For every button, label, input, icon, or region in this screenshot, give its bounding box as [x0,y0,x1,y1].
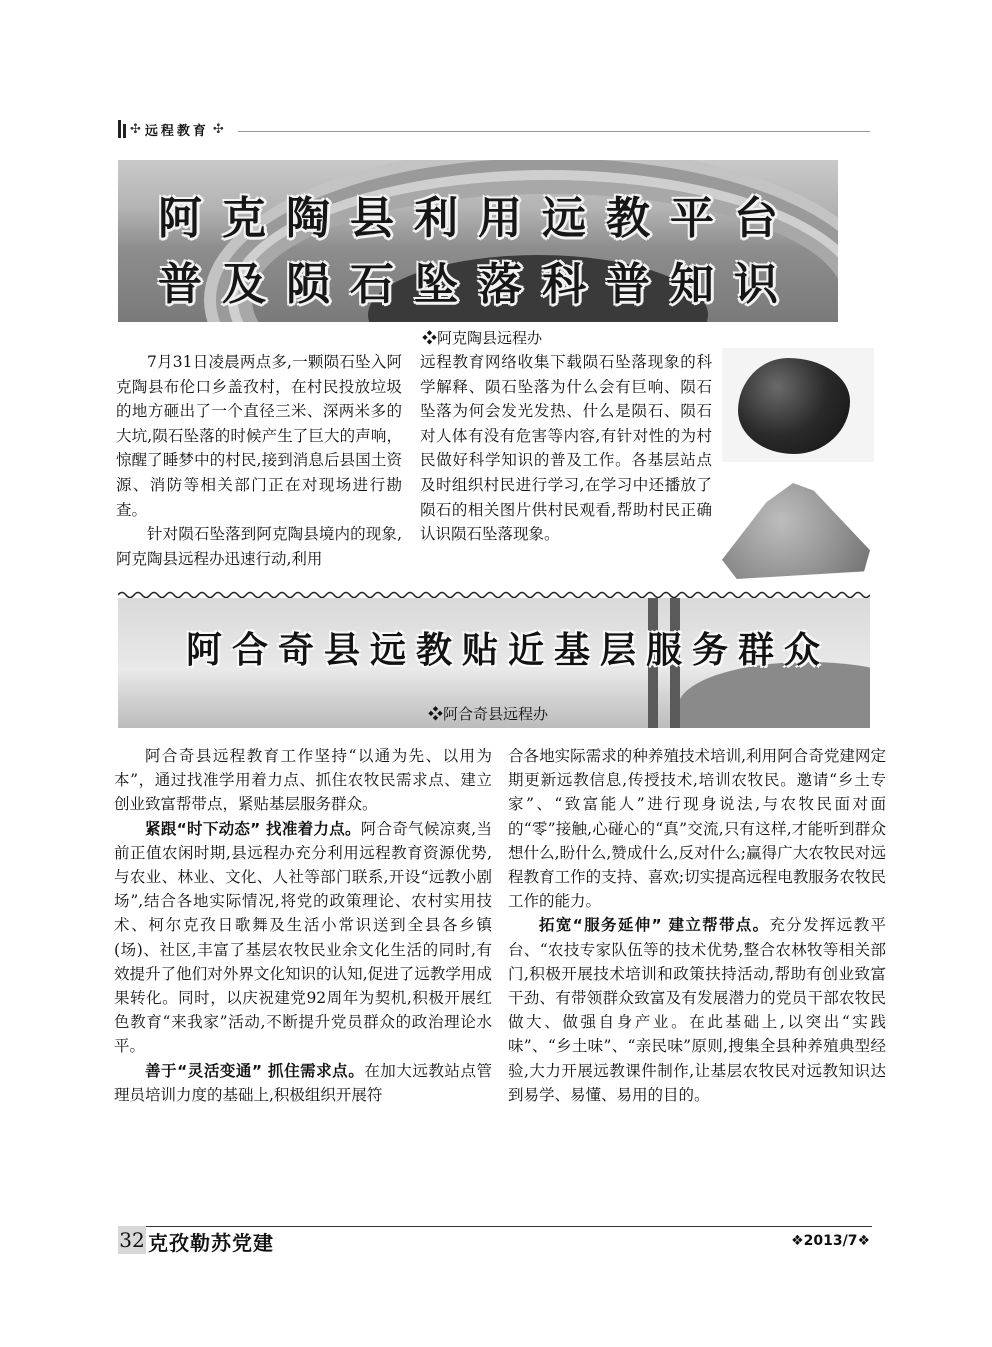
cross-ornament-icon: ✣ [130,121,141,137]
article1-banner [118,160,838,322]
section-label [118,118,224,140]
paragraph-body: 在加大远教站点管理员培训力度的基础上,积极组织开展符 [114,1061,492,1104]
article2-paragraph: 合各地实际需求的种养殖技术培训,利用阿合奇党建网定期更新远教信息,传授技术,培训农牧民。邀请“乡土专家”、“致富能人”进行现身说法,与农牧民面对面的“零”接触,心碰心的“真”交流,只有这样,才能听到群众想什么,盼什么,赞成什么,反对什么;赢得广大农牧民对远程教育工作的支持、喜欢;切实提高远程电教服务农牧民工作的能力。 [508,747,886,911]
article2-column2 [508,744,886,1107]
article1-byline: ❖阿克陶县远程办 [422,329,543,347]
article1-paragraph: 远程教育网络收集下载陨石坠落现象的科学解释、陨石坠落为什么会有巨响、陨石坠落为何会发光发热、什么是陨石、陨石对人体有没有危害等内容,有针对性的为村民做好科学知识的普及工作。各基层站点及时组织村民进行学习,在学习中还播放了陨石的相关图片供村民观看,帮助村民正确认识陨石坠落现象。 [420,353,712,544]
article2-title: 阿合奇县远教贴近基层服务群众 [185,629,830,671]
article1-paragraph: 7月31日凌晨两点多,一颗陨石坠入阿克陶县布伦口乡盖孜村，在村民投放垃圾的地方砸出了一个直径三米、深两米多的大坑,陨石坠落的时候产生了巨大的声响，惊醒了睡梦中的村民,接到消息后县国土资源、消防等相关部门正在对现场进行勘查。 [116,353,402,519]
article2-byline: ❖阿合奇县远程办 [428,705,549,723]
article1-paragraph: 针对陨石坠落到阿克陶县境内的现象,阿克陶县远程办迅速行动,利用 [116,525,402,568]
meteorite-photo-dark [722,348,874,462]
paragraph-body: 充分发挥远教平台、“农技专家队伍等的技术优势,整合农林牧等相关部门,积极开展技术培训和政策扶持活动,帮助有创业致富干劲、有带领群众致富及有发展潜力的党员干部农牧民做大、做强自身产业。在此基础上,以突出“实践味”、“乡土味”、“亲民味”原则,搜集全县种养殖典型经验,大力开展远教课件制作,让基层农牧民对远教知识达到易学、易懂、易用的目的。 [508,916,886,1104]
article1-column1 [116,350,402,571]
meteorite-stone [738,358,850,454]
section-bars-icon [118,120,126,138]
cross-ornament-icon: ✣ [212,121,224,137]
paragraph-body: 阿合奇气候凉爽,当前正值农闲时期,县远程办充分利用远程教育资源优势,与农业、林业、文化、人社等部门联系,开设“远教小剧场”,结合各地实际情况,将党的政策理论、农村实用技术、柯尔克孜日歌舞及生活小常识送到全县各乡镇(场)、社区,丰富了基层农牧民业余文化生活的同时,有效提升了他们对外界文化知识的认知,促进了远教学用成果转化。同时，以庆祝建党92周年为契机,积极开展红色教育“来我家”活动,不断提升党员群众的政治理论水平。 [114,819,492,1056]
paragraph-lead: 拓宽“服务延伸” 建立帮带点。 [539,916,770,935]
article1-title-line1: 阿克陶县利用远教平台 [158,193,798,244]
section-rule [238,131,870,132]
article2-column1 [114,744,492,1107]
article1-column2 [420,350,712,547]
paragraph-lead: 善于“灵活变通” 抓住需求点。 [145,1061,365,1080]
article2-intro: 阿合奇县远程教育工作坚持“以通为先、以用为本”，通过找准学用着力点、抓住农牧民需求点、建立创业致富帮带点，紧贴基层服务群众。 [114,747,492,814]
meteorite-stone [722,483,870,579]
section-title: 远程教育 [144,123,209,139]
magazine-name: 克孜勒苏党建 [148,1231,274,1255]
article2-paragraph [114,1059,492,1107]
issue-date: ❖2013/7❖ [791,1233,870,1249]
article2-paragraph [114,817,492,1059]
meteorite-photo-light [722,475,874,583]
paragraph-lead: 紧跟“时下动态” 找准着力点。 [145,819,361,838]
page-number: 32 [119,1228,145,1252]
article2-paragraph [508,913,886,1107]
article1-title-line2: 普及陨石坠落科普知识 [158,259,798,310]
